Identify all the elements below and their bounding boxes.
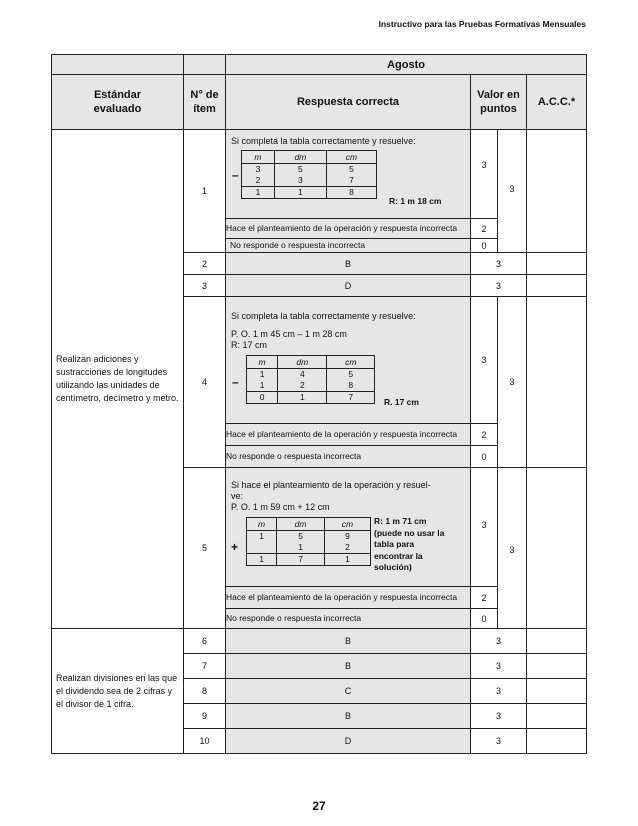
item-4-number: 4 (184, 297, 226, 468)
table-cell: 1 (274, 187, 326, 199)
table-cell: D (226, 729, 471, 754)
item-5-number: 5 (184, 468, 226, 629)
table-cell: 3 (471, 729, 527, 754)
table-cell (527, 679, 587, 704)
item-1-operator: – (232, 168, 239, 182)
table-cell: Hace el planteamiento de la operación y respuesta incorrecta (226, 424, 471, 446)
table-cell: 3 (471, 704, 527, 729)
table-cell: cm (324, 518, 370, 531)
item-1-result: R: 1 m 18 cm (389, 196, 442, 206)
table-cell: 2 (471, 587, 498, 609)
table-cell: m (247, 356, 278, 369)
item-5-points-full: 3 (471, 468, 498, 587)
table-cell (527, 629, 587, 654)
col-answer: Respuesta correcta (226, 75, 471, 130)
page-number: 27 (312, 799, 326, 813)
table-cell: 3 (471, 629, 527, 654)
table-cell (527, 297, 587, 468)
item-4-points-full: 3 (471, 297, 498, 424)
table-cell: 9 2 (324, 531, 370, 554)
month-row (52, 55, 587, 75)
item-5-points-total: 3 (498, 468, 527, 629)
item-1-criterion: Si completa la tabla correctamente y resuelve: (231, 136, 416, 146)
item-1-none: No responde o respuesta incorrecta (226, 239, 471, 253)
table-cell (527, 130, 587, 253)
table-cell: cm (326, 151, 376, 164)
table-cell: 3 (184, 275, 226, 297)
table-cell: B (226, 253, 471, 275)
col-points: Valor en puntos (471, 75, 527, 130)
table-cell: B (226, 654, 471, 679)
table-cell: 3 (471, 654, 527, 679)
table-cell: 3 (471, 679, 527, 704)
item-4-unit-table (246, 355, 375, 404)
table-cell: m (247, 518, 277, 531)
table-cell: 3 (471, 253, 527, 275)
table-cell: 8 (326, 187, 376, 199)
table-cell (527, 704, 587, 729)
item-5-full-answer: Si hace el planteamiento de la operación y resuel- ve: P. O. 1 m 59 cm + 12 cm + m dm cm 1 5 1 9 2 1 7 1 R: 1 m 71 cm (puede no usar la tabla para encontrar la solución) (226, 468, 471, 587)
col-acc: A.C.C.* (527, 75, 587, 130)
table-cell: 5 7 (326, 164, 376, 187)
table-cell: Hace el planteamiento de la operación y respuesta incorrecta (226, 587, 471, 609)
table-cell: No responde o respuesta incorrecta (226, 609, 471, 629)
col-item: N° de ítem (184, 75, 226, 130)
col-standard: Estándar evaluado (52, 75, 184, 130)
table-cell: 5 1 (277, 531, 325, 554)
item-1-points-total: 3 (498, 130, 527, 253)
table-cell: m (242, 151, 275, 164)
table-cell: 3 2 (242, 164, 275, 187)
standard-2: Realizan divisiones en las que el dividendo sea de 2 cifras y el divisor de 1 cifra. (52, 629, 184, 754)
item-4-full-answer: Si completa la tabla correctamente y resuelve: P. O. 1 m 45 cm – 1 m 28 cm R: 17 cm – m dm cm 1 1 4 2 5 8 0 1 7 R. 17 cm (226, 297, 471, 424)
table-cell: 1 (242, 187, 275, 199)
table-cell: 2 (184, 253, 226, 275)
table-cell (527, 468, 587, 629)
table-cell: 1 (324, 554, 370, 566)
table-cell: 5 8 (327, 369, 375, 392)
table-cell: C (226, 679, 471, 704)
table-cell (52, 55, 184, 75)
table-cell: cm (327, 356, 375, 369)
table-cell: No responde o respuesta incorrecta (226, 446, 471, 468)
item-1-points-full: 3 (471, 130, 498, 219)
item-4-result: R. 17 cm (384, 397, 419, 407)
table-cell: B (226, 704, 471, 729)
table-cell: 7 (277, 554, 325, 566)
item-1-full-row (52, 130, 587, 219)
item-5-unit-table (246, 517, 371, 566)
answer-key-table (51, 54, 587, 754)
table-cell (184, 55, 226, 75)
month-label: Agosto (226, 55, 587, 75)
item-1-unit-table (241, 150, 377, 199)
table-cell (527, 253, 587, 275)
item-1-points-partial: 2 (471, 219, 498, 239)
table-cell (527, 275, 587, 297)
column-header-row (52, 75, 587, 130)
table-cell: dm (274, 151, 326, 164)
table-cell: 1 (247, 531, 277, 554)
item-1-full-answer (226, 130, 471, 219)
table-cell: D (226, 275, 471, 297)
table-cell: 0 (471, 609, 498, 629)
table-cell: 7 (327, 392, 375, 404)
table-cell: 2 (471, 424, 498, 446)
table-cell: dm (277, 518, 325, 531)
table-cell: 5 3 (274, 164, 326, 187)
table-cell: 7 (184, 654, 226, 679)
table-cell: 6 (184, 629, 226, 654)
table-cell (527, 654, 587, 679)
table-cell: 10 (184, 729, 226, 754)
table-cell: 8 (184, 679, 226, 704)
item-1-number: 1 (184, 130, 226, 253)
table-cell: 4 2 (278, 369, 327, 392)
table-cell: 3 (471, 275, 527, 297)
table-cell: 1 1 (247, 369, 278, 392)
table-cell: 1 (247, 554, 277, 566)
table-cell: B (226, 629, 471, 654)
item-5-result: R: 1 m 71 cm (puede no usar la tabla para encontrar la solución) (374, 516, 445, 572)
table-cell: dm (278, 356, 327, 369)
table-cell (527, 729, 587, 754)
standard-1: Realizan adiciones y sustracciones de longitudes utilizando las unidades de centímetro, decímetro y metro. (52, 130, 184, 629)
item-1-partial: Hace el planteamiento de la operación y respuesta incorrecta (226, 219, 471, 239)
table-cell: 0 (471, 446, 498, 468)
table-cell: 9 (184, 704, 226, 729)
table-cell: 1 (278, 392, 327, 404)
item-6-row (52, 629, 587, 654)
table-cell: 0 (247, 392, 278, 404)
item-1-points-none: 0 (471, 239, 498, 253)
item-4-points-total: 3 (498, 297, 527, 468)
document-header-title: Instructivo para las Pruebas Formativas Mensuales (378, 19, 586, 29)
